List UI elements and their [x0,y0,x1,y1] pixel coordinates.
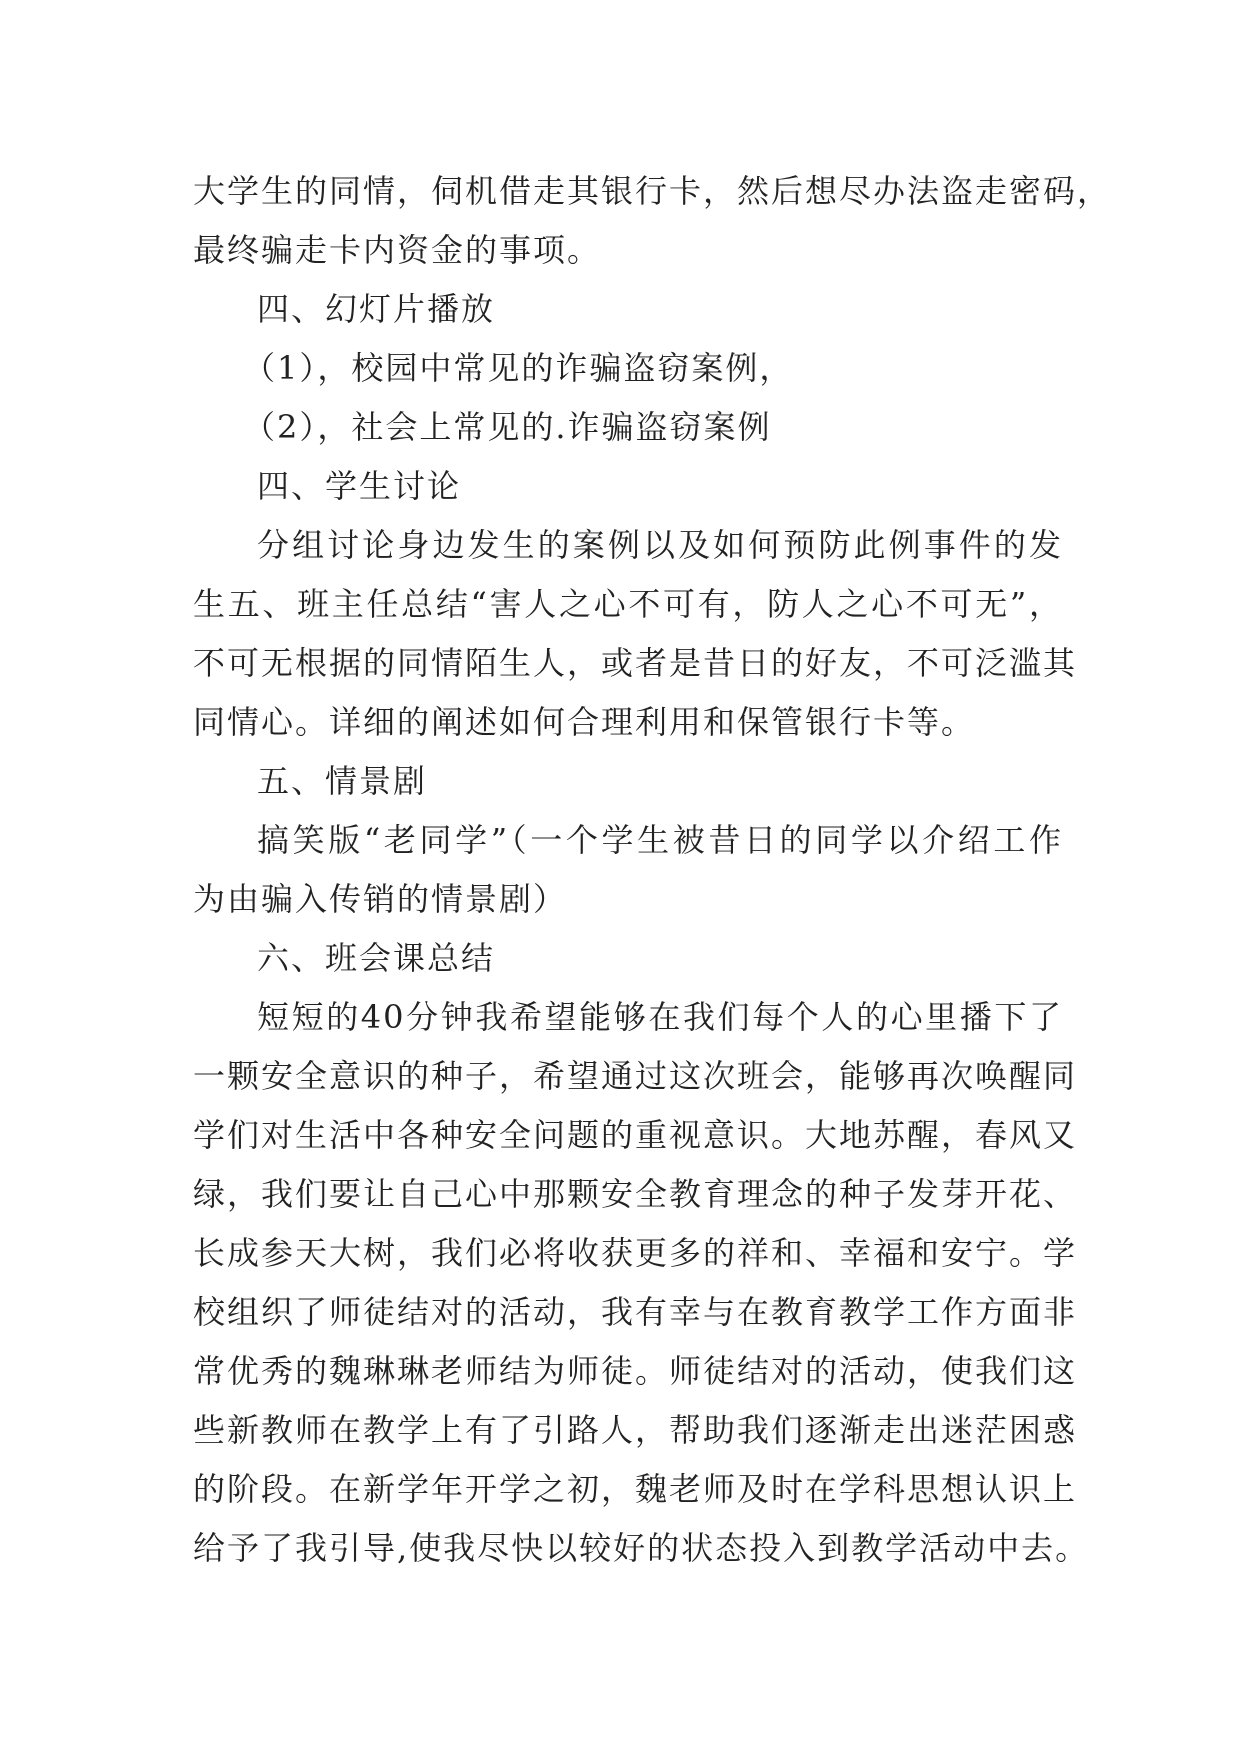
text-line: 生五、班主任总结“害人之心不可有，防人之心不可无”， [193,585,1063,623]
document-body [193,162,1112,1578]
list-item: （2），社会上常见的.诈骗盗窃案例 [243,408,772,446]
text-line: 一颗安全意识的种子，希望通过这次班会，能够再次唤醒同 [193,1057,1078,1095]
text-line: 不可无根据的同情陌生人，或者是昔日的好友，不可泛滥其 [193,644,1078,682]
text-line: 学们对生活中各种安全问题的重视意识。大地苏醒，春风又 [193,1116,1078,1154]
text-line: 大学生的同情，伺机借走其银行卡，然后想尽办法盗走密码， [193,172,1112,210]
text-line: 校组织了师徒结对的活动，我有幸与在教育教学工作方面非 [193,1293,1078,1331]
section-heading: 四、学生讨论 [257,467,462,505]
text-line: 的阶段。在新学年开学之初，魏老师及时在学科思想认识上 [193,1470,1078,1508]
text-line: 为由骗入传销的情景剧） [193,880,568,918]
section-heading: 五、情景剧 [257,762,428,800]
text-line: 常优秀的魏琳琳老师结为师徒。师徒结对的活动，使我们这 [193,1352,1078,1390]
text-line: 同情心。详细的阐述如何合理利用和保管银行卡等。 [193,703,976,741]
text-line: 些新教师在教学上有了引路人，帮助我们逐渐走出迷茫困惑 [193,1411,1078,1449]
text-line: 搞笑版“老同学”（一个学生被昔日的同学以介绍工作 [257,821,1063,859]
text-line: 绿，我们要让自己心中那颗安全教育理念的种子发芽开花、 [193,1175,1078,1213]
text-line: 最终骗走卡内资金的事项。 [193,231,602,269]
text-line: 给予了我引导,使我尽快以较好的状态投入到教学活动中去。 [193,1529,1090,1567]
section-heading: 六、班会课总结 [257,939,496,977]
section-heading: 四、幻灯片播放 [257,290,496,328]
text-line: 长成参天大树，我们必将收获更多的祥和、幸福和安宁。学 [193,1234,1078,1272]
text-line: 分组讨论身边发生的案例以及如何预防此例事件的发 [257,526,1063,564]
list-item: （1），校园中常见的诈骗盗窃案例， [243,349,794,387]
text-line: 短短的40分钟我希望能够在我们每个人的心里播下了 [257,998,1063,1036]
